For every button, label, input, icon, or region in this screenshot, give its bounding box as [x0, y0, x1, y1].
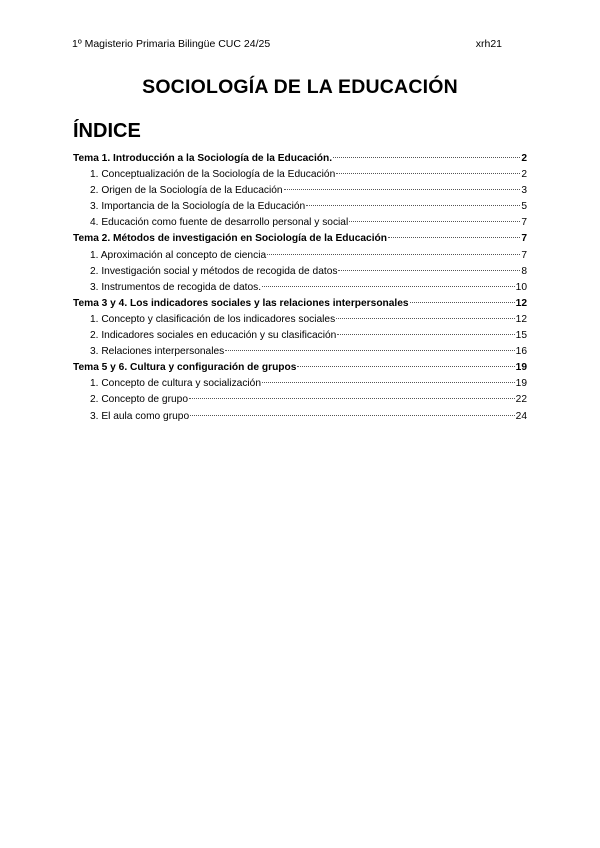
toc-item-row[interactable]: [73, 344, 527, 360]
toc-dot-leader: [284, 189, 521, 190]
toc-page-number: 16: [515, 346, 527, 358]
toc-item-row[interactable]: [73, 409, 527, 425]
toc-chapter-row[interactable]: [73, 151, 527, 167]
toc-page-number: 3: [521, 185, 527, 197]
toc-entry-text: 2. Origen de la Sociología de la Educación: [90, 185, 283, 197]
toc-page-number: 12: [515, 313, 527, 325]
toc-dot-leader: [410, 302, 515, 303]
toc-chapter-row[interactable]: [73, 360, 527, 376]
toc-item-row[interactable]: [73, 392, 527, 408]
toc-entry-text: 2. Concepto de grupo: [90, 394, 188, 406]
toc-dot-leader: [333, 157, 520, 158]
toc-page-number: 7: [521, 233, 527, 245]
toc-dot-leader: [190, 415, 515, 416]
toc-dot-leader: [336, 173, 520, 174]
toc-dot-leader: [262, 382, 515, 383]
toc-page-number: 19: [515, 362, 527, 374]
toc-chapter-row[interactable]: [73, 296, 527, 312]
page-header: [72, 38, 528, 50]
toc-item-row[interactable]: [73, 328, 527, 344]
toc-entry-text: 2. Indicadores sociales en educación y su clasificación: [90, 330, 337, 342]
toc-item-row[interactable]: [73, 167, 527, 183]
toc-entry-text: 3. El aula como grupo: [90, 410, 190, 422]
toc-page-number: 7: [521, 249, 527, 261]
toc-item-row[interactable]: [73, 183, 527, 199]
toc-entry-text: Tema 5 y 6. Cultura y configuración de grupos: [73, 362, 297, 374]
toc-page-number: 8: [521, 265, 527, 277]
toc-dot-leader: [336, 318, 514, 319]
toc-entry-text: 1. Conceptualización de la Sociología de la Educación: [90, 169, 336, 181]
toc-page-number: 2: [521, 153, 527, 164]
toc-page-number: 12: [515, 297, 527, 309]
toc-dot-leader: [337, 334, 514, 335]
toc-page-number: 24: [515, 410, 527, 422]
toc-entry-text: 3. Relaciones interpersonales: [90, 346, 225, 358]
toc-page-number: 15: [515, 330, 527, 342]
toc-item-row[interactable]: [73, 312, 527, 328]
toc-item-row[interactable]: [73, 215, 527, 231]
toc-page-number: 2: [521, 169, 527, 181]
toc-page-number: 22: [515, 394, 527, 406]
toc-dot-leader: [338, 270, 520, 271]
index-heading: ÍNDICE: [73, 120, 141, 142]
toc-item-row[interactable]: [73, 376, 527, 392]
toc-item-row[interactable]: [73, 264, 527, 280]
toc-item-row[interactable]: [73, 280, 527, 296]
toc-dot-leader: [349, 221, 520, 222]
toc-entry-text: Tema 3 y 4. Los indicadores sociales y las relaciones interpersonales: [73, 297, 409, 309]
toc-page-number: 5: [521, 201, 527, 213]
toc-chapter-row[interactable]: [73, 231, 527, 247]
toc-page-number: 10: [515, 281, 527, 293]
toc-page-number: 7: [521, 217, 527, 229]
table-of-contents: [73, 151, 527, 425]
toc-entry-text: Tema 1. Introducción a la Sociología de la Educación.: [73, 153, 333, 164]
toc-page-number: 19: [515, 378, 527, 390]
document-title: SOCIOLOGÍA DE LA EDUCACIÓN: [142, 76, 458, 98]
toc-item-row[interactable]: [73, 199, 527, 215]
toc-dot-leader: [297, 366, 514, 367]
toc-entry-text: 3. Instrumentos de recogida de datos.: [90, 281, 262, 293]
toc-dot-leader: [189, 398, 515, 399]
toc-entry-text: 1. Concepto y clasificación de los indicadores sociales: [90, 313, 336, 325]
header-left-text: 1º Magisterio Primaria Bilingüe CUC 24/25: [72, 38, 271, 50]
toc-dot-leader: [306, 205, 520, 206]
toc-item-row[interactable]: [73, 248, 527, 264]
toc-dot-leader: [388, 237, 520, 238]
toc-dot-leader: [267, 254, 520, 255]
toc-entry-text: 2. Investigación social y métodos de recogida de datos: [90, 265, 338, 277]
toc-entry-text: 4. Educación como fuente de desarrollo personal y social: [90, 217, 349, 229]
toc-entry-text: 1. Aproximación al concepto de ciencia: [90, 249, 267, 261]
toc-dot-leader: [262, 286, 515, 287]
toc-dot-leader: [225, 350, 514, 351]
toc-entry-text: 3. Importancia de la Sociología de la Educación: [90, 201, 306, 213]
toc-entry-text: 1. Concepto de cultura y socialización: [90, 378, 262, 390]
header-right-text: xrh21: [475, 38, 502, 50]
toc-entry-text: Tema 2. Métodos de investigación en Sociología de la Educación: [73, 233, 387, 245]
